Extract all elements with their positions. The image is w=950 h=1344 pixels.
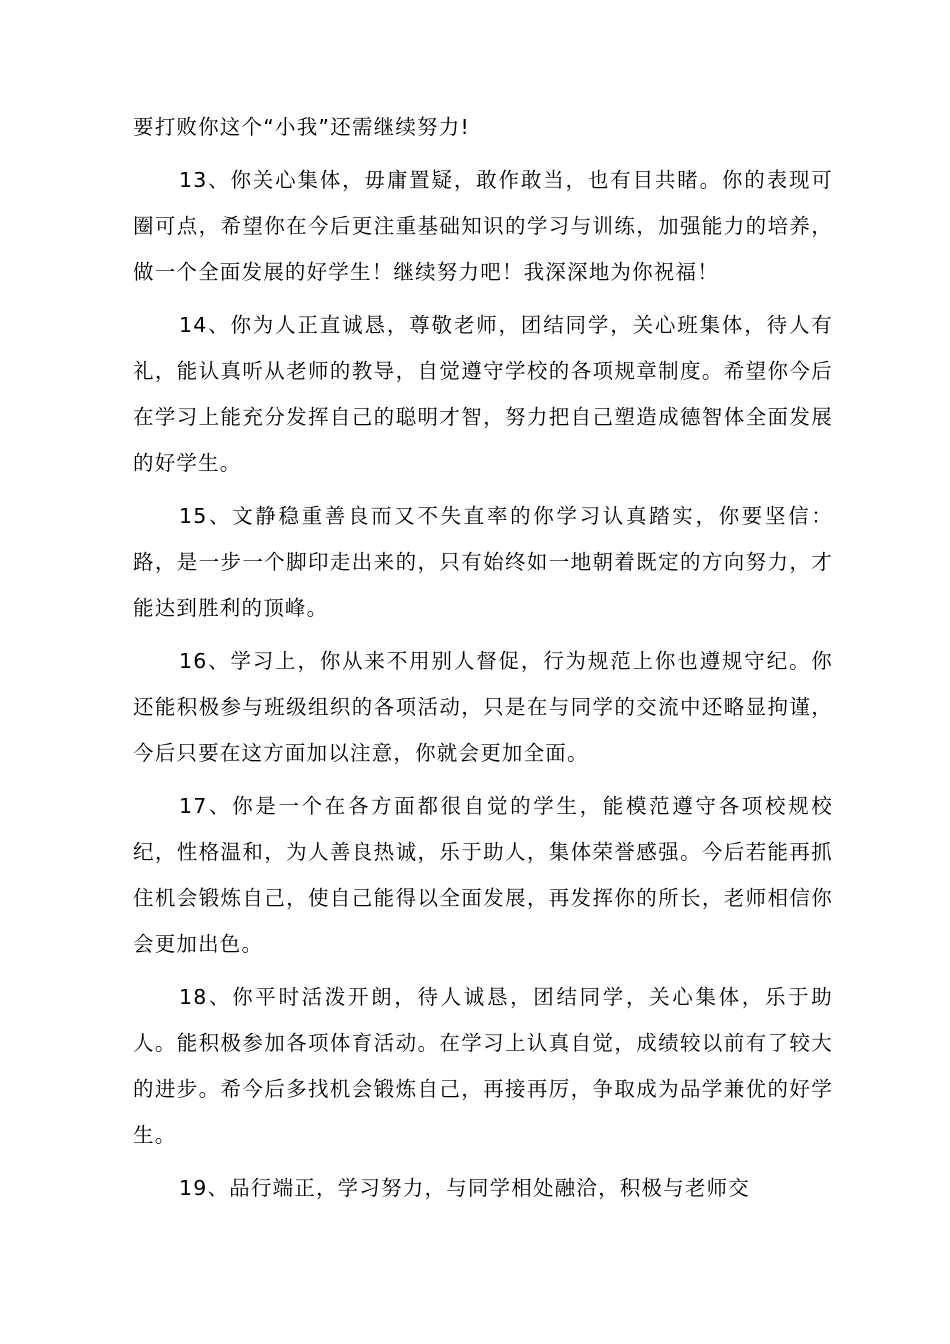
paragraph-15: 15、文静稳重善良而又不失直率的你学习认真踏实，你要坚信：路，是一步一个脚印走出来的，只有始终如一地朝着既定的方向努力，才能达到胜利的顶峰。 (133, 504, 833, 620)
paragraph-18: 18、你平时活泼开朗，待人诚恳，团结同学，关心集体，乐于助人。能积极参加各项体育活动。在学习上认真自觉，成绩较以前有了较大的进步。希今后多找机会锻炼自己，再接再厉，争取成为品学兼优的好学生。 (133, 985, 833, 1147)
paragraph-14: 14、你为人正直诚恳，尊敬老师，团结同学，关心班集体，待人有礼，能认真听从老师的教导，自觉遵守学校的各项规章制度。希望你今后在学习上能充分发挥自己的聪明才智，努力把自己塑造成德智体全面发展的好学生。 (133, 313, 833, 475)
paragraph-16: 16、学习上，你从来不用别人督促，行为规范上你也遵规守纪。你还能积极参与班级组织的各项活动，只是在与同学的交流中还略显拘谨，今后只要在这方面加以注意，你就会更加全面。 (133, 649, 833, 765)
paragraph-17: 17、你是一个在各方面都很自觉的学生，能模范遵守各项校规校纪，性格温和，为人善良热诚，乐于助人，集体荣誉感强。今后若能再抓住机会锻炼自己，使自己能得以全面发展，再发挥你的所长，老师相信你会更加出色。 (133, 794, 833, 956)
paragraph-continuation: 要打败你这个“小我”还需继续努力! (133, 115, 470, 139)
paragraph-13: 13、你关心集体，毋庸置疑，敢作敢当，也有目共睹。你的表现可圈可点，希望你在今后更注重基础知识的学习与训练，加强能力的培养，做一个全面发展的好学生！继续努力吧！我深深地为你祝福！ (133, 168, 833, 284)
document-body (133, 104, 833, 1218)
paragraph-19: 19、品行端正，学习努力，与同学相处融洽，积极与老师交 (179, 1176, 750, 1200)
